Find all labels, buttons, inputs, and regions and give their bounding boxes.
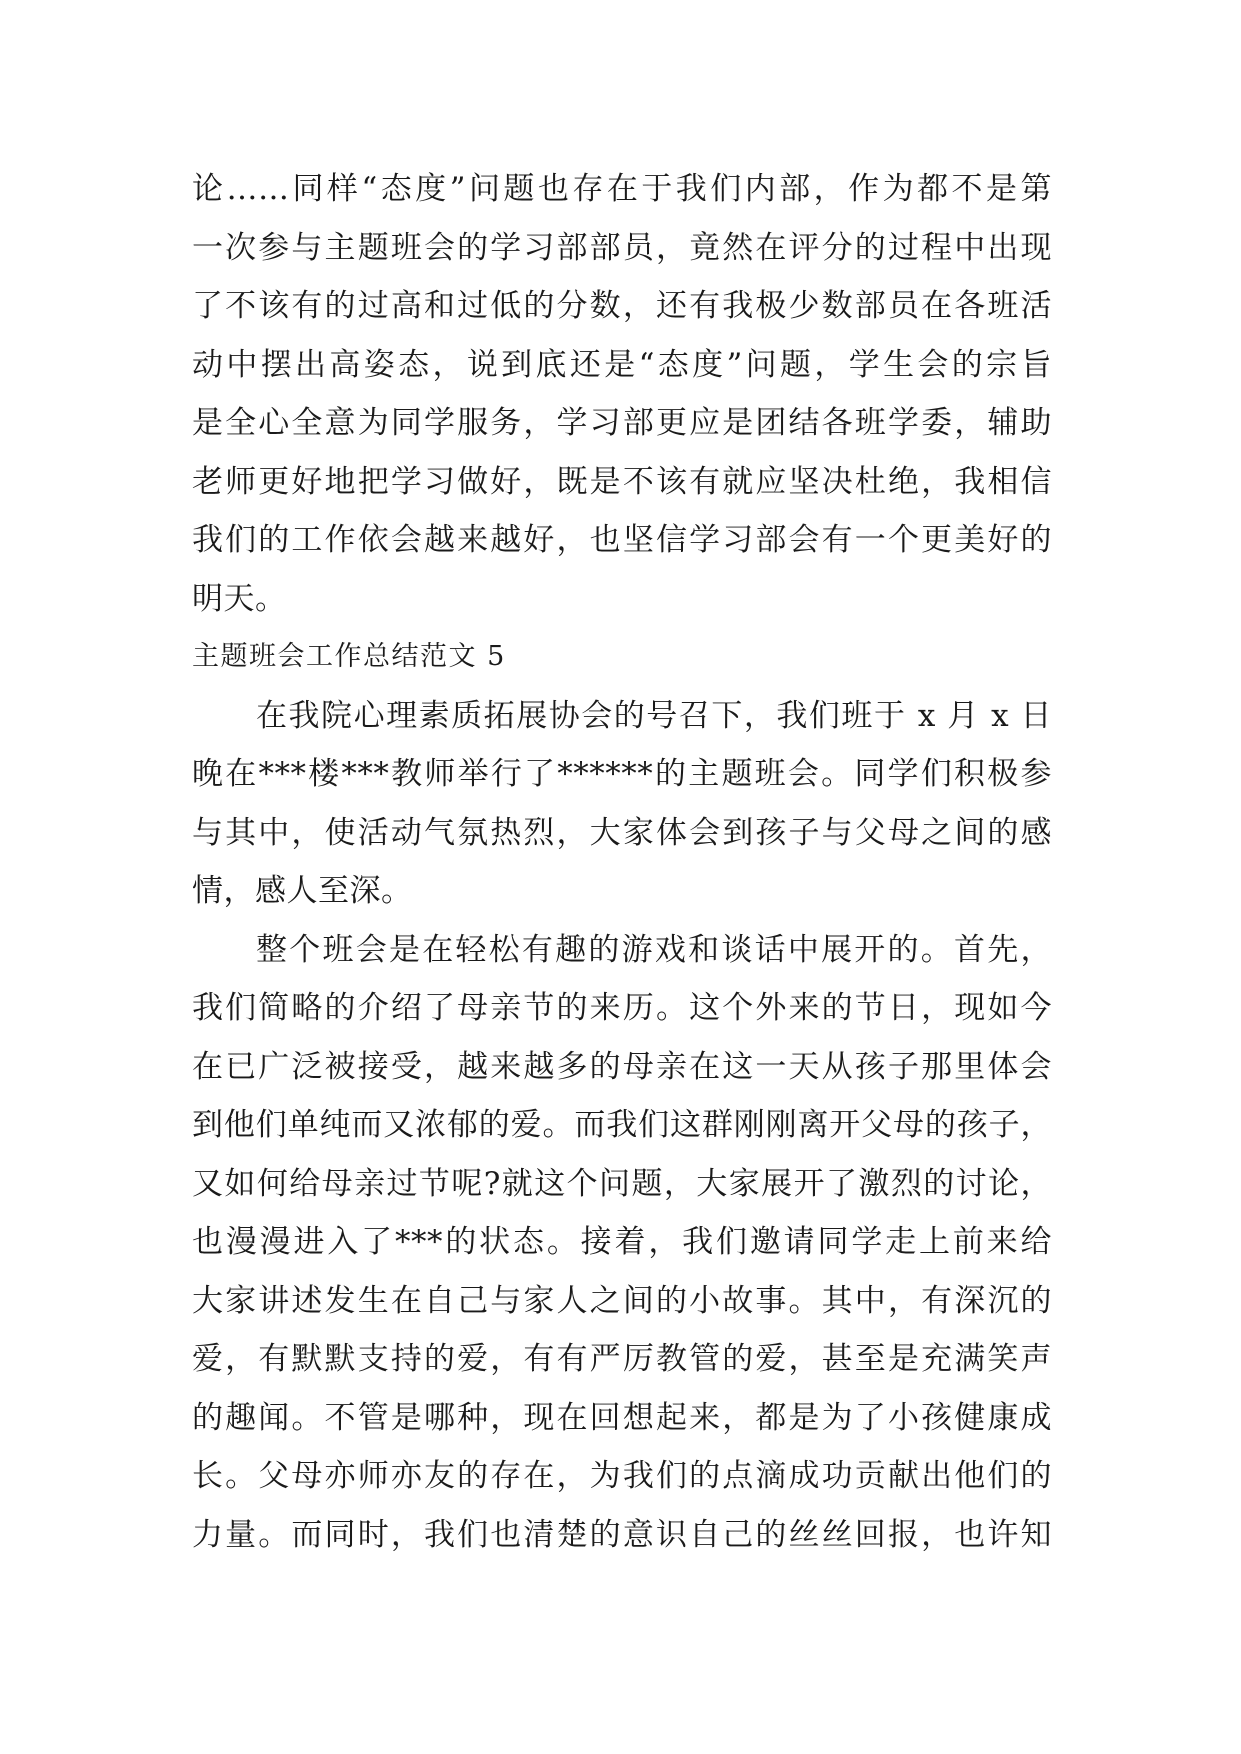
text-line: 动中摆出高姿态，说到底还是“态度”问题，学生会的宗旨 [192, 346, 1052, 383]
text-line: 也漫漫进入了***的状态。接着，我们邀请同学走上前来给 [192, 1224, 1052, 1260]
text-line: 是全心全意为同学服务，学习部更应是团结各班学委，辅助 [192, 405, 1052, 441]
text-line: 我们简略的介绍了母亲节的来历。这个外来的节日，现如今 [192, 990, 1052, 1026]
text-line: 大家讲述发生在自己与家人之间的小故事。其中，有深沉的 [192, 1282, 1052, 1319]
text-line: 整个班会是在轻松有趣的游戏和谈话中展开的。首先， [256, 931, 1052, 968]
text-line: 长。父母亦师亦友的存在，为我们的点滴成功贡献出他们的 [192, 1458, 1052, 1494]
text-line: 与其中，使活动气氛热烈，大家体会到孩子与父母之间的感 [192, 814, 1052, 851]
text-line: 明天。 [192, 580, 287, 617]
text-line: 了不该有的过高和过低的分数，还有我极少数部员在各班活 [192, 288, 1052, 324]
text-line: 的趣闻。不管是哪种，现在回想起来，都是为了小孩健康成 [192, 1399, 1052, 1436]
text-line: 晚在***楼***教师举行了******的主题班会。同学们积极参 [192, 756, 1052, 792]
text-line: 一次参与主题班会的学习部部员，竟然在评分的过程中出现 [192, 229, 1052, 266]
paragraph-3 [192, 921, 1052, 1565]
text-line: 我们的工作依会越来越好，也坚信学习部会有一个更美好的 [192, 522, 1052, 558]
text-line: 论……同样“态度”问题也存在于我们内部，作为都不是第 [192, 171, 1052, 207]
text-line: 到他们单纯而又浓郁的爱。而我们这群刚刚离开父母的孩子， [192, 1107, 1052, 1143]
text-line: 在我院心理素质拓展协会的号召下，我们班于 x 月 x 日 [256, 697, 1052, 734]
text-line: 爱，有默默支持的爱，有有严厉教管的爱，甚至是充满笑声 [192, 1341, 1052, 1377]
text-line: 力量。而同时，我们也清楚的意识自己的丝丝回报，也许知 [192, 1516, 1052, 1553]
text-line: 情，感人至深。 [192, 873, 413, 909]
document-body [192, 160, 1052, 1564]
section-heading: 主题班会工作总结范文 5 [192, 641, 506, 672]
text-line: 老师更好地把学习做好，既是不该有就应坚决杜绝，我相信 [192, 463, 1052, 500]
text-line: 又如何给母亲过节呢?就这个问题，大家展开了激烈的讨论， [192, 1165, 1052, 1202]
paragraph-2 [192, 687, 1052, 921]
paragraph-1 [192, 160, 1052, 628]
text-line: 在已广泛被接受，越来越多的母亲在这一天从孩子那里体会 [192, 1048, 1052, 1085]
